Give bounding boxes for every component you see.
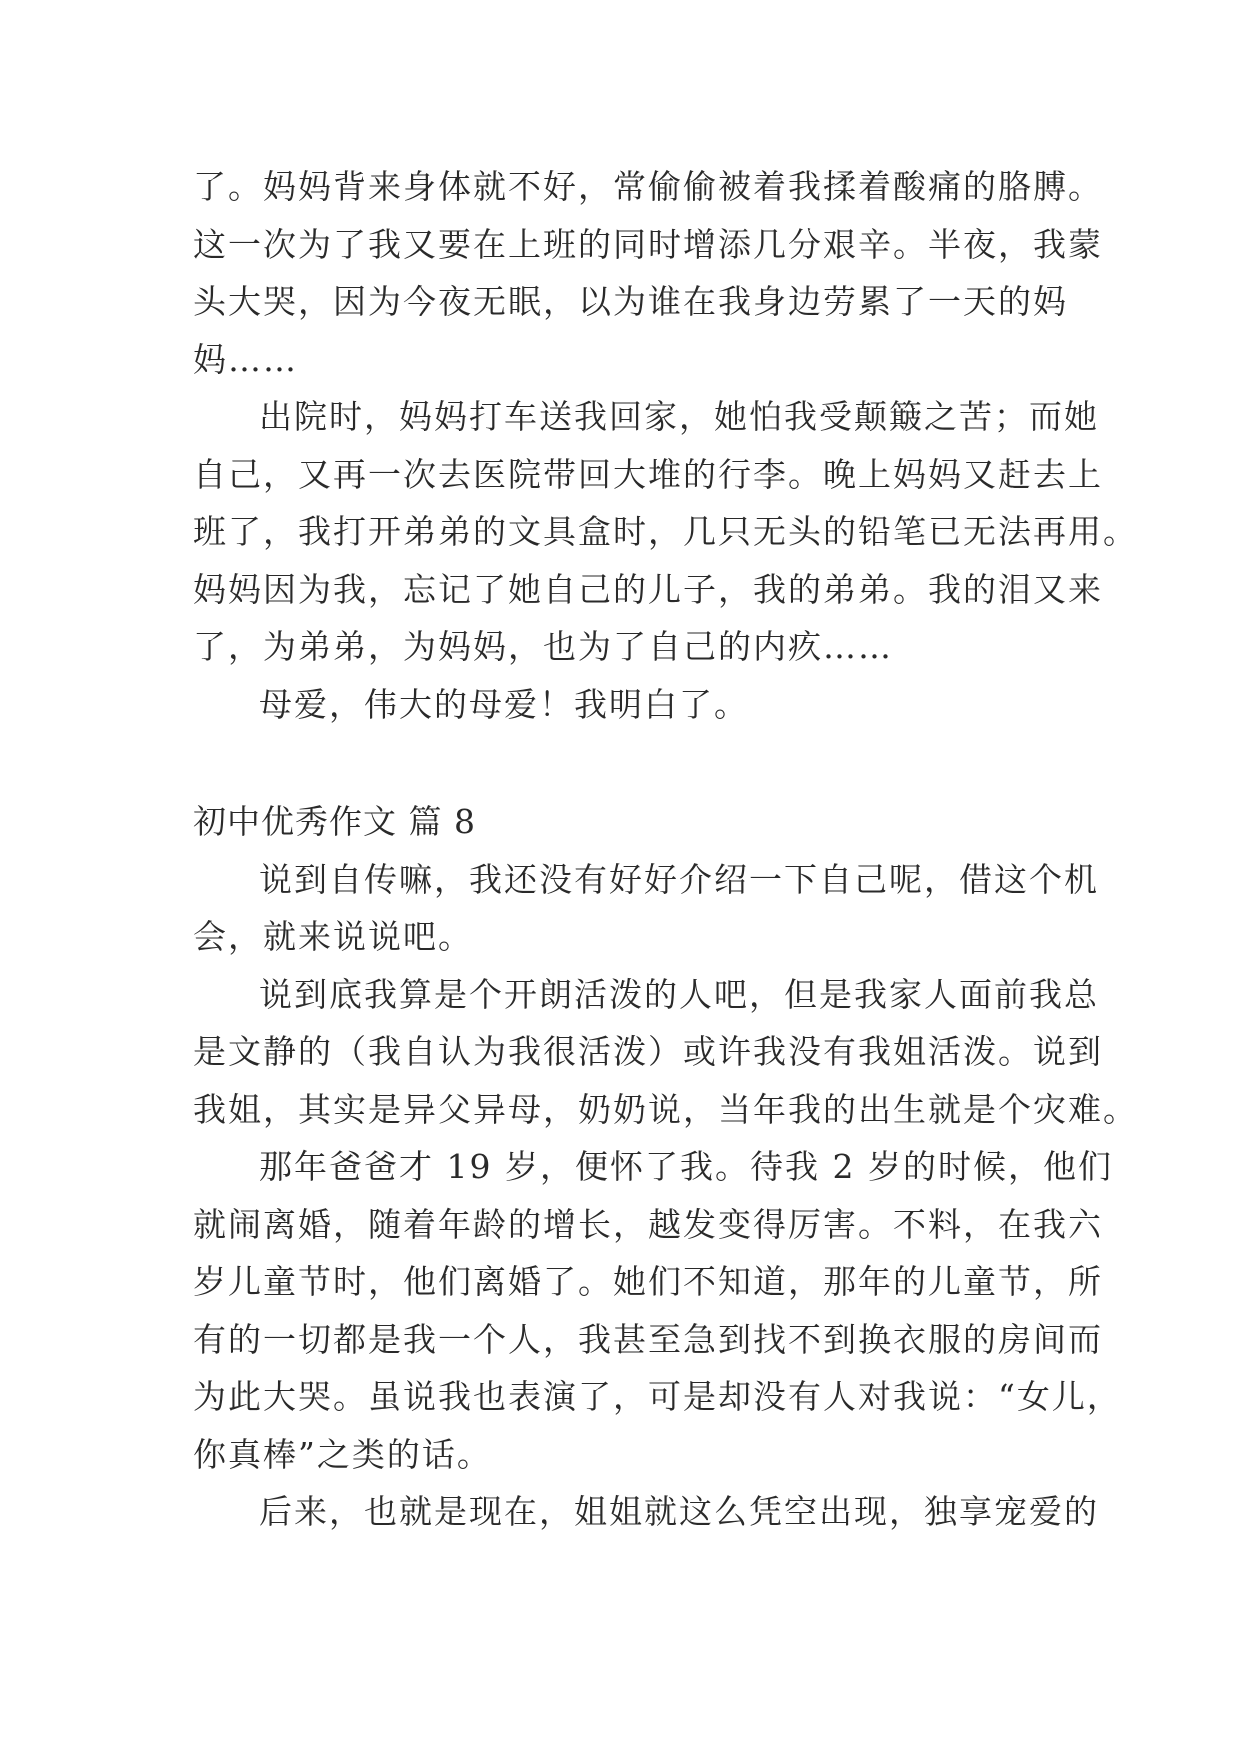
text-line: 妈妈因为我，忘记了她自己的儿子，我的弟弟。我的泪又来 bbox=[193, 569, 1103, 609]
text-line: 说到底我算是个开朗活泼的人吧，但是我家人面前我总 bbox=[259, 974, 1099, 1014]
text-line: 后来，也就是现在，姐姐就这么凭空出现，独享宠爱的 bbox=[259, 1492, 1099, 1531]
text-line: 有的一切都是我一个人，我甚至急到找不到换衣服的房间而 bbox=[193, 1319, 1103, 1359]
text-line: 是文静的（我自认为我很活泼）或许我没有我姐活泼。说到 bbox=[193, 1032, 1103, 1071]
text-line: 头大哭，因为今夜无眠，以为谁在我身边劳累了一天的妈 bbox=[193, 282, 1068, 321]
paragraph-intro bbox=[193, 851, 1099, 966]
text-line: 岁儿童节时，他们离婚了。她们不知道，那年的儿童节，所 bbox=[193, 1262, 1103, 1301]
text-line: 会，就来说说吧。 bbox=[193, 917, 473, 956]
paragraph-childhood bbox=[193, 1138, 1122, 1483]
text-line: 了。妈妈背来身体就不好，常偷偷被着我揉着酸痛的胳膊。 bbox=[193, 167, 1103, 206]
text-line: 这一次为了我又要在上班的同时增添几分艰辛。半夜，我蒙 bbox=[193, 224, 1103, 264]
paragraph-hospital bbox=[193, 388, 1138, 676]
text-line: 说到自传嘛，我还没有好好介绍一下自己呢，借这个机 bbox=[259, 859, 1099, 899]
text-line: 妈…… bbox=[193, 339, 298, 379]
text-line: 就闹离婚，随着年龄的增长，越发变得厉害。不料，在我六 bbox=[193, 1204, 1103, 1244]
paragraph-personality bbox=[193, 966, 1138, 1139]
paragraph-conclusion bbox=[193, 676, 1053, 734]
paragraph-continued bbox=[193, 158, 1103, 388]
text-line: 自己，又再一次去医院带回大堆的行李。晚上妈妈又赶去上 bbox=[193, 454, 1103, 494]
text-line: 你真棒”之类的话。 bbox=[193, 1434, 492, 1474]
text-line: 母爱，伟大的母爱！我明白了。 bbox=[259, 684, 749, 724]
paragraph-later bbox=[193, 1483, 1099, 1541]
text-line: 了，为弟弟，为妈妈，也为了自己的内疚…… bbox=[193, 627, 893, 666]
text-line: 为此大哭。虽说我也表演了，可是却没有人对我说：“女儿， bbox=[193, 1377, 1122, 1416]
text-line: 出院时，妈妈打车送我回家，她怕我受颠簸之苦；而她 bbox=[259, 397, 1099, 436]
text-line: 那年爸爸才 19 岁，便怀了我。待我 2 岁的时候，他们 bbox=[259, 1147, 1113, 1186]
document-page bbox=[193, 158, 1138, 1541]
essay-heading: 初中优秀作文 篇 8 bbox=[193, 802, 476, 841]
text-line: 我姐，其实是异父异母，奶奶说，当年我的出生就是个灾难。 bbox=[193, 1089, 1138, 1129]
text-line: 班了，我打开弟弟的文具盒时，几只无头的铅笔已无法再用。 bbox=[193, 512, 1138, 551]
